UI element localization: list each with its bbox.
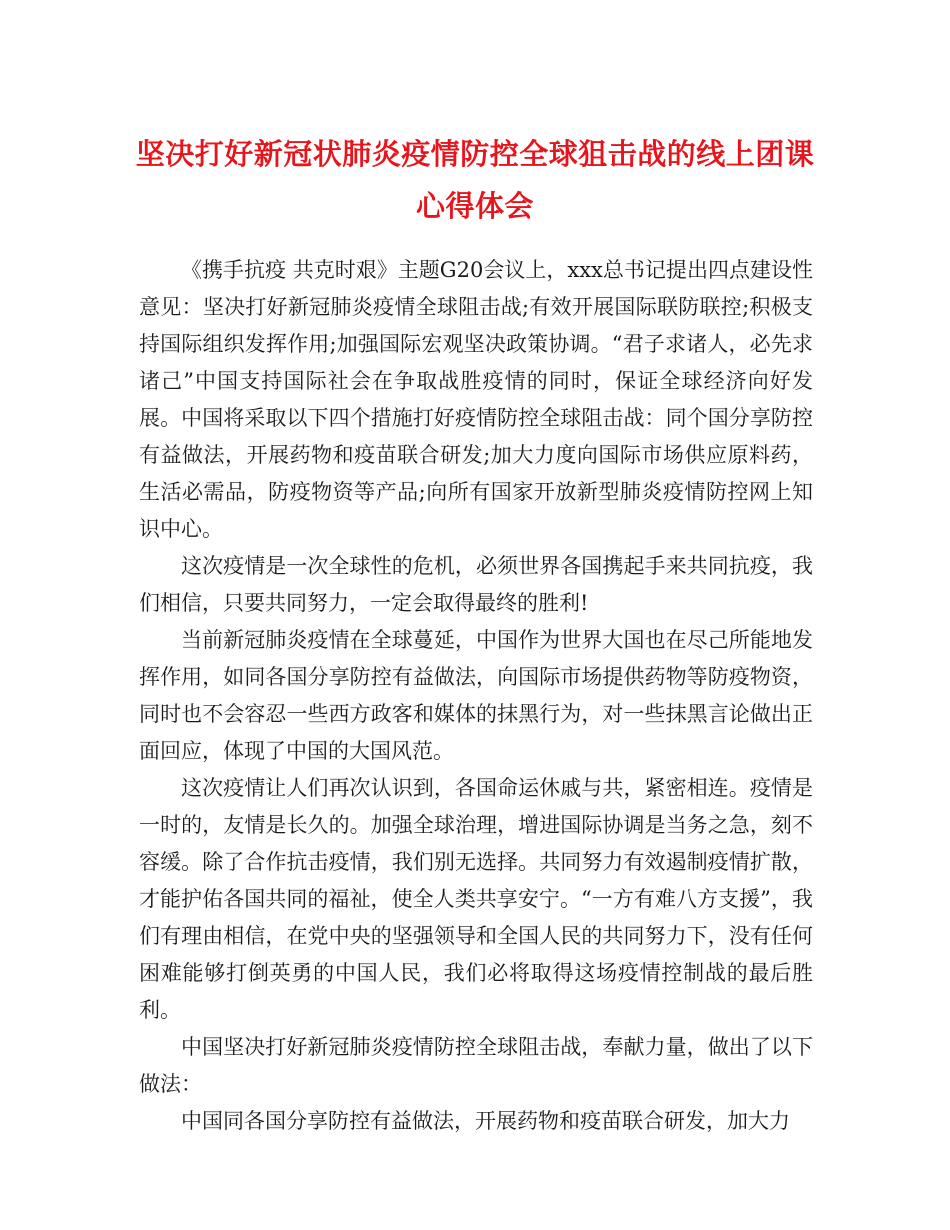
document-body [139, 252, 813, 1140]
document-title: 坚决打好新冠状肺炎疫情防控全球狙击战的线上团课心得体会 [135, 137, 815, 223]
paragraph: 《携手抗疫 共克时艰》主题G20会议上，xxx总书记提出四点建设性意见：坚决打好新冠肺炎疫情全球阻击战;有效开展国际联防联控;积极支持国际组织发挥作用;加强国际宏观坚决政策协调。“君子求诸人，必先求诸己”中国支持国际社会在争取战胜疫情的同时，保证全球经济向好发展。中国将采取以下四个措施打好疫情防控全球阻击战：同个国分享防控有益做法，开展药物和疫苗联合研发;加大力度向国际市场供应原料药，生活必需品，防疫物资等产品;向所有国家开放新型肺炎疫情防控网上知识中心。 [139, 258, 813, 541]
paragraph: 当前新冠肺炎疫情在全球蔓延，中国作为世界大国也在尽己所能地发挥作用，如同各国分享防控有益做法，向国际市场提供药物等防疫物资，同时也不会容忍一些西方政客和媒体的抹黑行为，对一些抹黑言论做出正面回应，体现了中国的大国风范。 [139, 628, 813, 763]
paragraph: 中国同各国分享防控有益做法，开展药物和疫苗联合研发，加大力 [181, 1109, 790, 1133]
paragraph: 中国坚决打好新冠肺炎疫情防控全球阻击战，奉献力量，做出了以下做法： [139, 1035, 813, 1096]
paragraph: 这次疫情让人们再次认识到，各国命运休戚与共，紧密相连。疫情是一时的，友情是长久的。加强全球治理，增进国际协调是当务之急，刻不容缓。除了合作抗击疫情，我们别无选择。共同努力有效遏制疫情扩散，才能护佑各国共同的福祉，使全人类共享安宁。“一方有难八方支援”，我们有理由相信，在党中央的坚强领导和全国人民的共同努力下，没有任何困难能够打倒英勇的中国人民，我们必将取得这场疫情控制战的最后胜利。 [139, 776, 813, 1022]
paragraph: 这次疫情是一次全球性的危机，必须世界各国携起手来共同抗疫，我们相信，只要共同努力，一定会取得最终的胜利! [139, 554, 813, 615]
